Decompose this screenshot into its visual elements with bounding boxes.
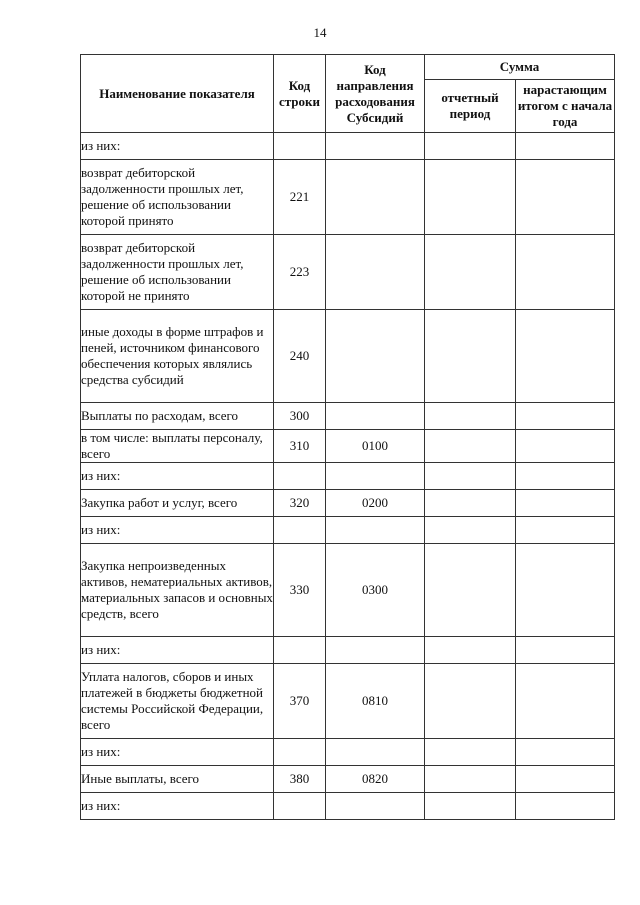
row-name: из них: [81,517,274,544]
row-direction [326,403,425,430]
table-row [81,793,615,820]
row-period-cell [425,430,516,463]
row-cumulative-cell [516,490,615,517]
row-name: Выплаты по расходам, всего [81,403,274,430]
row-cumulative-cell [516,463,615,490]
row-direction [326,793,425,820]
row-cumulative-cell [516,544,615,637]
header-row [81,55,615,80]
row-period-cell [425,310,516,403]
table-row [81,463,615,490]
row-period-cell [425,637,516,664]
row-code [274,463,326,490]
row-direction [326,160,425,235]
row-code: 240 [274,310,326,403]
row-cumulative-cell [516,517,615,544]
row-name: из них: [81,739,274,766]
header-sum: Сумма [425,55,615,80]
row-cumulative-cell [516,766,615,793]
row-name: Уплата налогов, сборов и иных платежей в бюджеты бюджетной системы Российской Федерации, всего [81,664,274,739]
row-cumulative-cell [516,133,615,160]
table-row [81,430,615,463]
row-code: 380 [274,766,326,793]
row-direction: 0200 [326,490,425,517]
row-cumulative-cell [516,793,615,820]
table-row [81,490,615,517]
row-code: 310 [274,430,326,463]
table-row [81,133,615,160]
table-row [81,310,615,403]
row-direction [326,517,425,544]
row-code: 223 [274,235,326,310]
row-name: возврат дебиторской задолженности прошлых лет, решение об использовании которой не принято [81,235,274,310]
row-name: Иные выплаты, всего [81,766,274,793]
row-period-cell [425,463,516,490]
row-cumulative-cell [516,403,615,430]
row-cumulative-cell [516,739,615,766]
row-code: 300 [274,403,326,430]
row-code [274,133,326,160]
header-direction: Код направления расходования Субсидий [326,55,425,133]
table-row [81,664,615,739]
row-direction: 0820 [326,766,425,793]
row-name: Закупка работ и услуг, всего [81,490,274,517]
row-direction [326,637,425,664]
row-cumulative-cell [516,637,615,664]
row-cumulative-cell [516,430,615,463]
row-code: 221 [274,160,326,235]
row-direction [326,463,425,490]
table-row [81,637,615,664]
page-number: 14 [313,25,327,40]
row-period-cell [425,160,516,235]
table-row [81,235,615,310]
header-cumulative: нарастающим итогом с начала года [516,80,615,133]
table-row [81,544,615,637]
row-name: иные доходы в форме штрафов и пеней, источником финансового обеспечения которых являлись средства субсидий [81,310,274,403]
table-row [81,160,615,235]
row-period-cell [425,664,516,739]
row-cumulative-cell [516,664,615,739]
row-period-cell [425,766,516,793]
row-name: возврат дебиторской задолженности прошлых лет, решение об использовании которой принято [81,160,274,235]
row-period-cell [425,403,516,430]
row-direction [326,739,425,766]
row-cumulative-cell [516,235,615,310]
header-code: Код строки [274,55,326,133]
row-name: Закупка непроизведенных активов, нематериальных активов, материальных запасов и основных средств, всего [81,544,274,637]
row-period-cell [425,793,516,820]
row-code [274,637,326,664]
table-row [81,403,615,430]
row-period-cell [425,739,516,766]
row-name: из них: [81,637,274,664]
row-period-cell [425,133,516,160]
table-row [81,517,615,544]
row-direction: 0100 [326,430,425,463]
row-cumulative-cell [516,310,615,403]
row-code: 370 [274,664,326,739]
row-direction [326,235,425,310]
row-direction: 0810 [326,664,425,739]
header-name: Наименование показателя [81,55,274,133]
row-name: из них: [81,793,274,820]
row-name: из них: [81,133,274,160]
row-code: 320 [274,490,326,517]
row-period-cell [425,490,516,517]
row-cumulative-cell [516,160,615,235]
table-row [81,739,615,766]
row-direction: 0300 [326,544,425,637]
row-period-cell [425,517,516,544]
row-period-cell [425,544,516,637]
row-direction [326,133,425,160]
row-name: в том числе: выплаты персоналу, всего [81,430,274,463]
row-code [274,793,326,820]
report-table [80,54,615,820]
row-name: из них: [81,463,274,490]
row-direction [326,310,425,403]
row-period-cell [425,235,516,310]
table-row [81,766,615,793]
header-period: отчетный период [425,80,516,133]
row-code: 330 [274,544,326,637]
row-code [274,517,326,544]
row-code [274,739,326,766]
